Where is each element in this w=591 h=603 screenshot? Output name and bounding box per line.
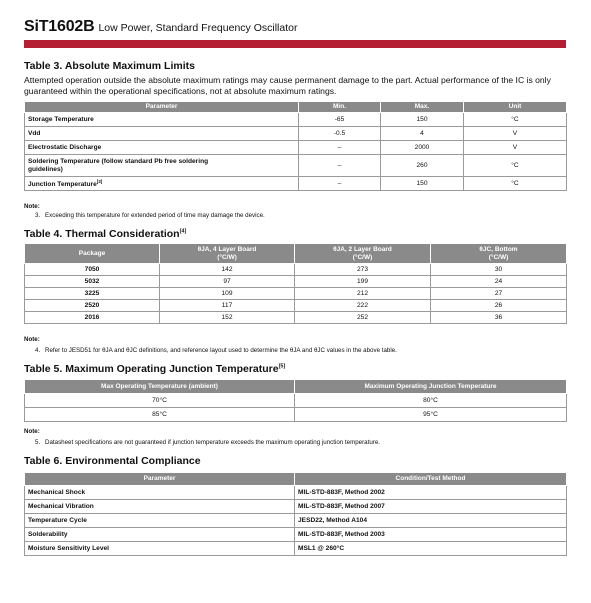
- param-cell: Mechanical Shock: [25, 486, 295, 500]
- param-text: Junction Temperature: [28, 181, 97, 189]
- value-cell: 252: [295, 312, 431, 324]
- footnote-ref: [3]: [96, 178, 103, 184]
- max-junction-temp-table: [24, 379, 567, 422]
- table4-title-text: Table 4. Thermal Consideration: [24, 228, 180, 240]
- unit-cell: °C: [464, 177, 567, 191]
- table-row: [25, 155, 567, 177]
- param-cell: Moisture Sensitivity Level: [25, 542, 295, 556]
- unit-cell: V: [464, 141, 567, 155]
- method-cell: MIL-STD-883F, Method 2007: [295, 500, 567, 514]
- footnote: [35, 212, 265, 219]
- table-header-row: [25, 102, 567, 113]
- column-header: Parameter: [25, 102, 299, 113]
- footnote: [35, 439, 380, 446]
- method-cell: MIL-STD-883F, Method 2002: [295, 486, 567, 500]
- max-cell: 150: [381, 113, 464, 127]
- min-cell: -65: [299, 113, 381, 127]
- value-cell: 24: [431, 276, 567, 288]
- table3-title: Table 3. Absolute Maximum Limits: [24, 60, 195, 72]
- part-number: SiT1602B: [24, 18, 95, 35]
- column-header: Maximum Operating Junction Temperature: [295, 380, 567, 394]
- value-cell: 30: [431, 264, 567, 276]
- footnote-text: Exceeding this temperature for extended period of time may damage the device.: [45, 212, 265, 219]
- table-row: [25, 542, 567, 556]
- header-label: θJA, 4 Layer Board: [197, 245, 257, 253]
- min-cell: -0.5: [299, 127, 381, 141]
- thermal-consideration-table: [24, 243, 567, 324]
- package-cell: 7050: [25, 264, 160, 276]
- footnote-text: Datasheet specifications are not guaranteed if junction temperature exceeds the maximum operating junction temperature.: [45, 439, 381, 446]
- param-cell: [25, 177, 299, 191]
- page-header: [24, 18, 297, 36]
- max-cell: 2000: [381, 141, 464, 155]
- header-label: θJA, 2 Layer Board: [333, 245, 392, 253]
- column-header: Parameter: [25, 473, 295, 486]
- method-cell: MIL-STD-883F, Method 2003: [295, 528, 567, 542]
- table-row: [25, 288, 567, 300]
- footnote-number: 4.: [35, 347, 41, 354]
- footnote: [35, 347, 397, 354]
- column-header: Condition/Test Method: [295, 473, 567, 486]
- unit-cell: °C: [464, 155, 567, 177]
- column-header: Min.: [299, 102, 381, 113]
- header-unit: (°C/W): [217, 253, 237, 261]
- value-cell: 27: [431, 288, 567, 300]
- column-header: Unit: [464, 102, 567, 113]
- param-cell: Storage Temperature: [25, 113, 299, 127]
- column-header: [160, 244, 295, 264]
- table-row: [25, 127, 567, 141]
- footnote-ref: [5]: [278, 363, 286, 370]
- min-cell: –: [299, 141, 381, 155]
- table-header-row: [25, 473, 567, 486]
- param-cell: Electrostatic Discharge: [25, 141, 299, 155]
- value-cell: 152: [160, 312, 295, 324]
- param-cell: Mechanical Vibration: [25, 500, 295, 514]
- footnote-ref: [4]: [179, 228, 187, 235]
- column-header: Package: [25, 244, 160, 264]
- table-row: [25, 141, 567, 155]
- table-header-row: [25, 380, 567, 394]
- value-cell: 36: [431, 312, 567, 324]
- environmental-compliance-table: [24, 472, 567, 556]
- param-cell: Temperature Cycle: [25, 514, 295, 528]
- method-cell: MSL1 @ 260°C: [295, 542, 567, 556]
- junction-temp-cell: 80°C: [295, 394, 567, 408]
- column-header: Max.: [381, 102, 464, 113]
- package-cell: 2520: [25, 300, 160, 312]
- absolute-max-limits-table: [24, 101, 567, 191]
- header-label: θJC, Bottom: [479, 245, 518, 253]
- max-cell: 4: [381, 127, 464, 141]
- table-row: [25, 300, 567, 312]
- table5-title-text: Table 5. Maximum Operating Junction Temperature: [24, 363, 279, 375]
- ambient-temp-cell: 70°C: [25, 394, 295, 408]
- table3-description: Attempted operation outside the absolute maximum ratings may cause permanent damage to the part. Actual performance of the IC is only guaranteed within the operational specifications, not at absolute maximum ratings.: [24, 75, 551, 96]
- value-cell: 273: [295, 264, 431, 276]
- value-cell: 26: [431, 300, 567, 312]
- table-row: [25, 408, 567, 422]
- column-header: Max Operating Temperature (ambient): [25, 380, 295, 394]
- table-row: [25, 312, 567, 324]
- table4-title: [24, 228, 186, 240]
- note-label: Note:: [24, 203, 40, 210]
- unit-cell: V: [464, 127, 567, 141]
- min-cell: –: [299, 177, 381, 191]
- max-cell: 150: [381, 177, 464, 191]
- table-row: [25, 500, 567, 514]
- value-cell: 97: [160, 276, 295, 288]
- table5-title: [24, 363, 285, 375]
- footnote-number: 5.: [35, 439, 41, 446]
- package-cell: 5032: [25, 276, 160, 288]
- max-cell: 260: [381, 155, 464, 177]
- table-row: [25, 528, 567, 542]
- header-unit: (°C/W): [488, 253, 509, 261]
- param-cell: [25, 155, 299, 177]
- table-row: [25, 514, 567, 528]
- param-text: Soldering Temperature (follow standard Pb free soldering guidelines): [28, 157, 209, 173]
- value-cell: 199: [295, 276, 431, 288]
- footnote-text: Refer to JESD51 for θJA and θJC definitions, and reference layout used to determine the θJA and θJC values in the above table.: [45, 347, 397, 354]
- unit-cell: °C: [464, 113, 567, 127]
- junction-temp-cell: 95°C: [295, 408, 567, 422]
- table-row: [25, 177, 567, 191]
- value-cell: 142: [160, 264, 295, 276]
- column-header: [431, 244, 567, 264]
- value-cell: 212: [295, 288, 431, 300]
- table-row: [25, 264, 567, 276]
- table-header-row: [25, 244, 567, 264]
- value-cell: 117: [160, 300, 295, 312]
- header-accent-bar: [24, 40, 566, 48]
- footnote-number: 3.: [35, 212, 41, 219]
- note-label: Note:: [24, 428, 40, 435]
- table-row: [25, 394, 567, 408]
- table6-title: Table 6. Environmental Compliance: [24, 455, 201, 467]
- value-cell: 109: [160, 288, 295, 300]
- min-cell: –: [299, 155, 381, 177]
- param-cell: Vdd: [25, 127, 299, 141]
- column-header: [295, 244, 431, 264]
- param-cell: Solderability: [25, 528, 295, 542]
- value-cell: 222: [295, 300, 431, 312]
- note-label: Note:: [24, 336, 40, 343]
- header-unit: (°C/W): [352, 253, 373, 261]
- package-cell: 3225: [25, 288, 160, 300]
- ambient-temp-cell: 85°C: [25, 408, 295, 422]
- table-row: [25, 276, 567, 288]
- table-row: [25, 113, 567, 127]
- header-subtitle: Low Power, Standard Frequency Oscillator: [98, 22, 298, 34]
- method-cell: JESD22, Method A104: [295, 514, 567, 528]
- package-cell: 2016: [25, 312, 160, 324]
- table-row: [25, 486, 567, 500]
